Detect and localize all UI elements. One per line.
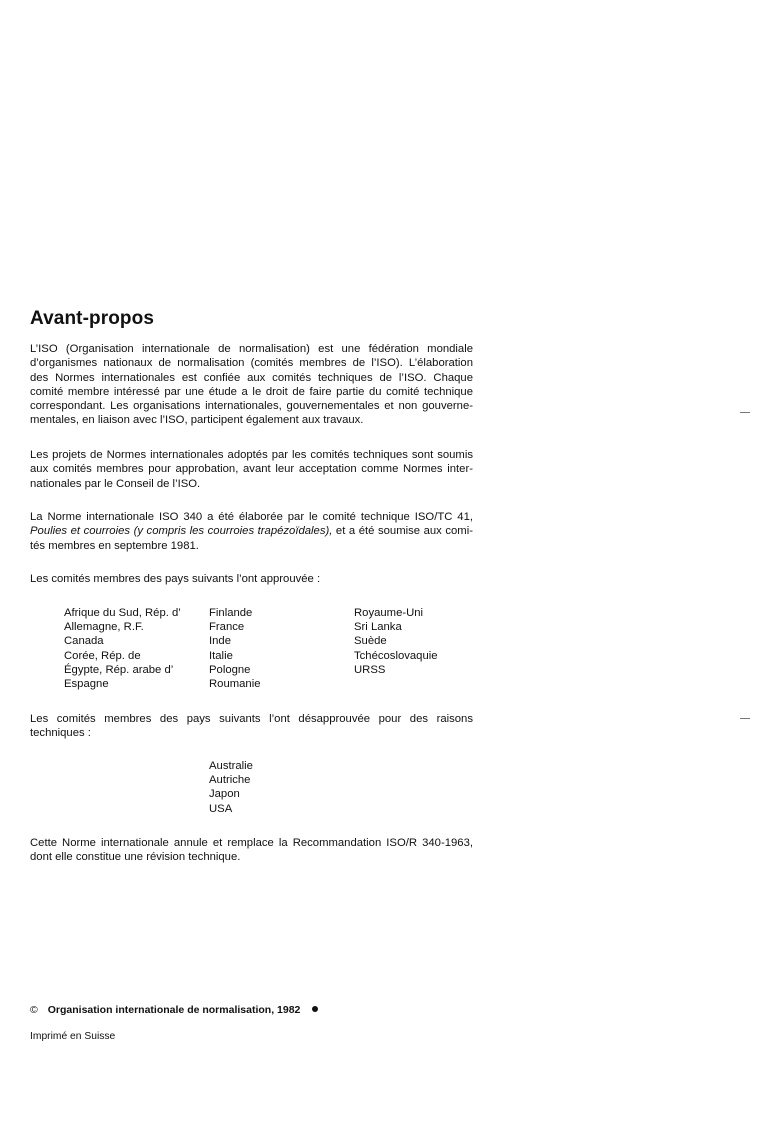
text-line: Les comités membres des pays suivants l’ont approuvée :: [30, 573, 321, 585]
country-item: Espagne: [64, 678, 109, 691]
country-item: Autriche: [209, 774, 251, 787]
copyright-line: [30, 1004, 318, 1016]
text-line: Cette Norme internationale annule et remplace la Recommandation ISO/R 340-1963,: [30, 837, 473, 849]
approved-countries-col2: [209, 606, 261, 691]
text-line: techniques :: [30, 727, 91, 740]
approved-intro: [30, 572, 473, 586]
country-item: Australie: [209, 760, 253, 772]
country-item: Allemagne, R.F.: [64, 621, 144, 634]
copyright-symbol: ©: [30, 1004, 38, 1016]
text-line: aux comités membres pour approbation, avant leur acceptation comme Normes inter-: [30, 463, 473, 476]
country-item: France: [209, 621, 245, 634]
approved-countries-col3: [354, 606, 438, 677]
country-item: Sri Lanka: [354, 621, 402, 634]
iso340-paragraph: [30, 510, 473, 553]
committee-title: Poulies et courroies (y compris les courroies trapézoïdales),: [30, 525, 333, 538]
text-line: comité membre intéressé par une étude a le droit de faire partie du comité technique: [30, 385, 473, 398]
text-line: des Normes internationales est confiée aux comités techniques de l’ISO. Chaque: [30, 371, 473, 384]
country-item: Corée, Rép. de: [64, 649, 141, 662]
disapproved-intro: [30, 712, 473, 741]
text-fragment: et a été soumise aux comi-: [332, 525, 473, 538]
country-item: Tchécoslovaquie: [354, 649, 438, 662]
country-item: Japon: [209, 788, 240, 801]
country-item: Suède: [354, 635, 387, 648]
country-item: URSS: [354, 663, 386, 676]
text-line: d’organismes nationaux de normalisation (comités membres de l’ISO). L’élaboration: [30, 357, 473, 370]
text-line: [30, 524, 473, 538]
country-item: Finlande: [209, 607, 253, 619]
text-line: nationales par le Conseil de l’ISO.: [30, 477, 201, 490]
margin-mark: [740, 412, 750, 413]
approved-countries-col1: [64, 606, 181, 691]
country-item: Pologne: [209, 663, 251, 676]
country-item: Égypte, Rép. arabe d’: [64, 663, 174, 676]
country-item: Canada: [64, 635, 104, 648]
drafts-paragraph: [30, 448, 473, 491]
iso-intro-paragraph: [30, 342, 473, 428]
bullet-dot-icon: [312, 1006, 318, 1012]
disapproved-countries: [209, 759, 253, 816]
country-item: Royaume-Uni: [354, 607, 424, 619]
country-item: Italie: [209, 649, 233, 662]
text-line: tés membres en septembre 1981.: [30, 539, 199, 552]
country-item: USA: [209, 802, 233, 815]
text-line: Les comités membres des pays suivants l’ont désapprouvée pour des raisons: [30, 713, 473, 725]
text-line: mentales, en liaison avec l’ISO, participent également aux travaux.: [30, 414, 364, 427]
revision-paragraph: [30, 836, 473, 865]
text-line: L’ISO (Organisation internationale de normalisation) est une fédération mondiale: [30, 343, 473, 355]
margin-mark: [740, 718, 750, 719]
text-line: correspondant. Les organisations internationales, gouvernementales et non gouverne-: [30, 400, 473, 413]
copyright-text: Organisation internationale de normalisation, 1982: [47, 1004, 301, 1016]
text-line: La Norme internationale ISO 340 a été élaborée par le comité technique ISO/TC 41,: [30, 511, 473, 523]
country-item: Afrique du Sud, Rép. d’: [64, 607, 181, 619]
page-title: Avant-propos: [30, 308, 154, 329]
country-item: Roumanie: [209, 678, 261, 691]
text-line: dont elle constitue une révision technique.: [30, 851, 241, 864]
country-item: Inde: [209, 635, 231, 648]
text-line: Les projets de Normes internationales adoptés par les comités techniques sont soumis: [30, 449, 473, 461]
printed-in: Imprimé en Suisse: [30, 1031, 116, 1042]
